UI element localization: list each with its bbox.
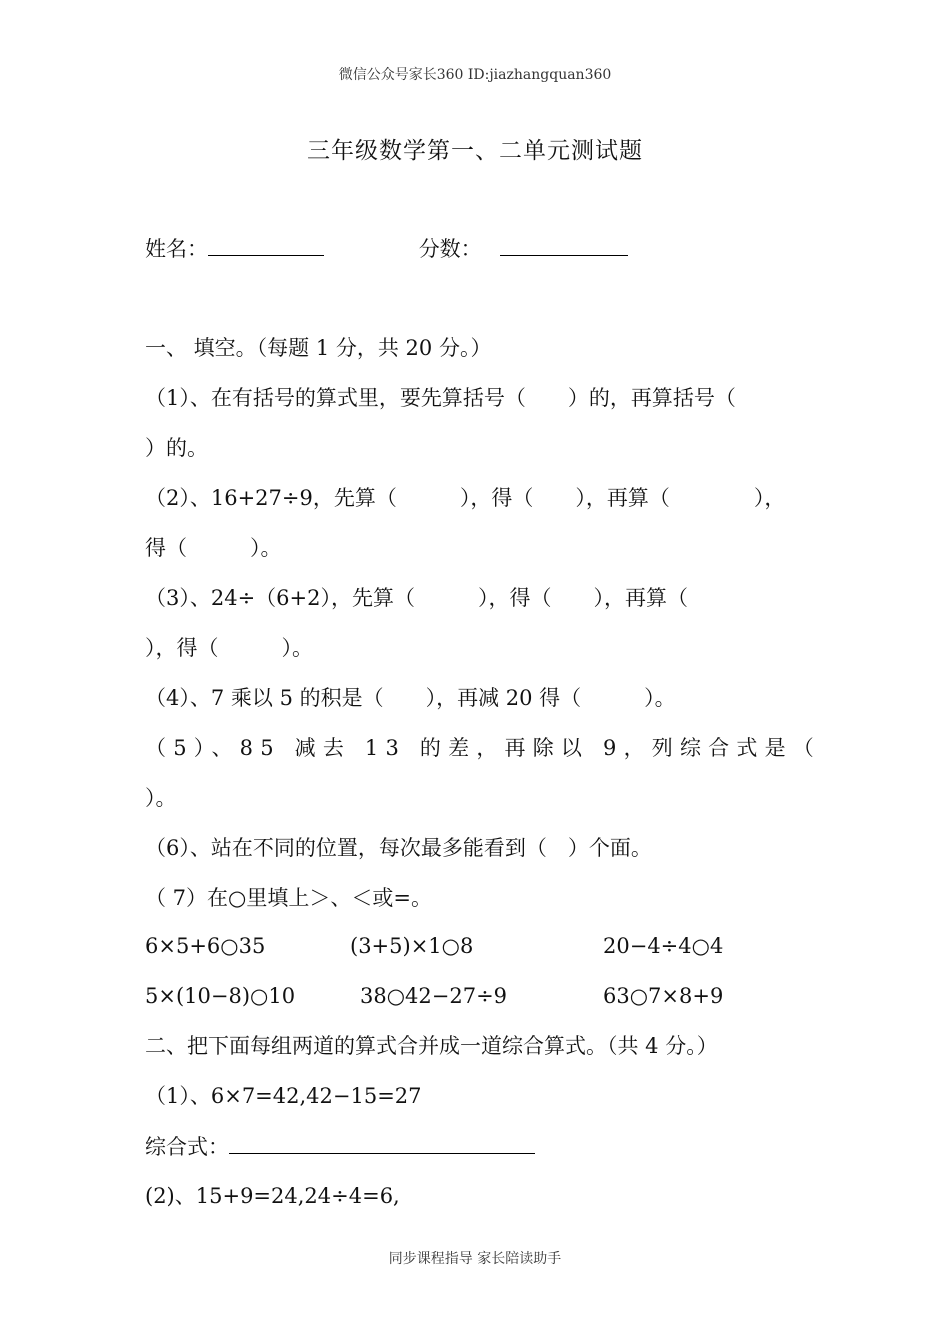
compare-item: 63○7×8+9 [603, 984, 724, 1008]
question-2-line-1: （2）、16+27÷9，先算（ ），得（ ），再算（ ）， [145, 486, 786, 510]
page-footer: 同步课程指导 家长陪读助手 [388, 1251, 562, 1267]
compare-item: (3+5)×1○8 [350, 934, 474, 958]
problem-1: （1）、6×7=42,42−15=27 [145, 1084, 422, 1108]
question-2-line-2: 得（ ）。 [145, 536, 282, 560]
compare-item: 20−4÷4○4 [603, 934, 724, 958]
question-4: （4）、7 乘以 5 的积是（ ），再减 20 得（ ）。 [145, 686, 676, 710]
question-3-line-1: （3）、24÷（6+2），先算（ ），得（ ），再算（ [145, 586, 688, 610]
question-5-line-2: ）。 [145, 786, 177, 810]
combined-label: 综合式： [145, 1135, 229, 1159]
section1-heading: 一、 填空。（每题 1 分，共 20 分。） [145, 336, 492, 360]
page-title: 三年级数学第一、二单元测试题 [307, 138, 643, 164]
question-1-line-2: ）的。 [145, 436, 208, 460]
question-3-line-2: ），得（ ）。 [145, 636, 313, 660]
page-header: 微信公众号家长360 ID:jiazhangquan360 [338, 67, 612, 83]
question-7: （ 7）在○里填上＞、＜或=。 [145, 886, 432, 910]
student-info-row [145, 233, 628, 264]
compare-item: 6×5+6○35 [145, 934, 266, 958]
combined-expression-row [145, 1131, 535, 1162]
name-blank[interactable] [208, 233, 324, 256]
question-1-line-1: （1）、在有括号的算式里，要先算括号（ ）的，再算括号（ [145, 386, 736, 410]
combined-blank[interactable] [229, 1131, 535, 1154]
problem-2: (2)、15+9=24,24÷4=6, [145, 1184, 400, 1208]
question-5-line-1: （5）、85 减去 13 的差，再除以 9，列综合式是（ [145, 736, 821, 760]
compare-item: 38○42−27÷9 [360, 984, 508, 1008]
compare-item: 5×(10−8)○10 [145, 984, 296, 1008]
score-label: 分数： [418, 237, 482, 261]
score-blank[interactable] [500, 233, 628, 256]
name-label: 姓名： [145, 237, 208, 261]
section2-heading: 二、把下面每组两道的算式合并成一道综合算式。（共 4 分。） [145, 1034, 718, 1058]
question-6: （6）、站在不同的位置，每次最多能看到（ ）个面。 [145, 836, 652, 860]
